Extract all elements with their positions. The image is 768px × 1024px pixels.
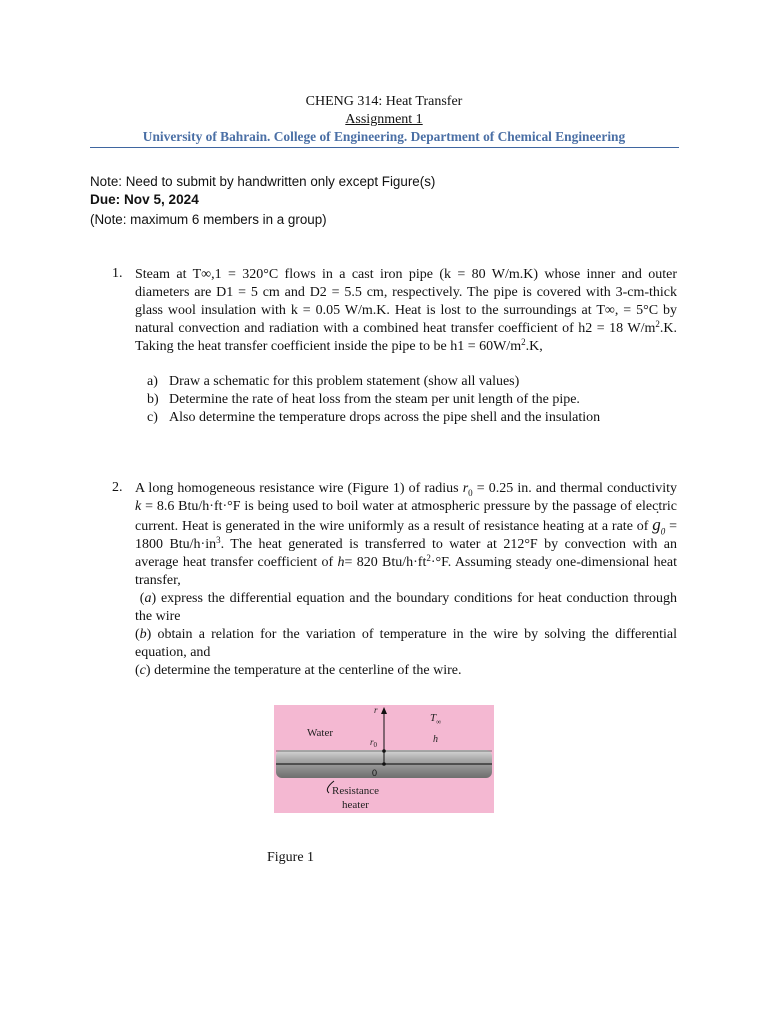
origin-label: 0 [372, 768, 378, 778]
due-date: Due: Nov 5, 2024 [90, 192, 199, 207]
question-2-text: A long homogeneous resistance wire (Figure 1) of radius $r_0 = 0.25$ in. and thermal conductivity k = 8.6 Btu/h·ft·°F is being used to boil water at atmospheric pressure by the passage of electric current. Heat is generated in the wire uniformly as a result of resistance heating at a rate of · $g_0 = 1800$ Btu/$h\cdot in^3$. The heat generated is transferred to water at 212°F by convection with an average heat transfer coefficient of h= 820 Btu/$h\cdot ft^2\cdot^\circ F$. Assuming steady one-dimensional heat transfer, (a) express the differential equation and the boundary conditions for heat conduction through the wire (b) obtain a relation for the variation of temperature in the wire by solving the differential equation, and (c) determine the temperature at the centerline of the wire. [135, 480, 677, 680]
heater-label-line2: heater [342, 799, 369, 811]
assignment-title: Assignment 1 [345, 112, 423, 127]
department-line: University of Bahrain. College of Engineering. Department of Chemical Engineering [142, 129, 626, 144]
t-infinity-label: $T_\infty$ [430, 712, 442, 726]
question-2-number: 2. [112, 480, 123, 495]
question-2-part-a: (a) express the differential equation and the boundary conditions for heat conduction through the wire [135, 591, 678, 624]
question-1-number: 1. [112, 266, 123, 281]
r-axis-label: r [374, 705, 378, 715]
question-1-part-a: a) Draw a schematic for this problem statement (show all values) [147, 374, 520, 389]
header-divider [90, 147, 679, 148]
question-1-part-b: b) Determine the rate of heat loss from the steam per unit length of the pipe. [147, 392, 580, 407]
figure-caption: Figure 1 [267, 850, 315, 865]
h-label: h [433, 734, 438, 745]
g-dot-symbol: · $g_0$ [652, 516, 665, 534]
question-1-text: Steam at T∞,1 = 320°C flows in a cast iron pipe (k = 80 W/m.K) whose inner and outer diameters are D1 = 5 cm and D2 = 5.5 cm, respectively. The pipe is covered with 3-cm-thick glass wool insulation with k = 0.05 W/m.K. Heat is lost to the surroundings at T∞, = 5°C by natural convection and radiation with a combined heat transfer coefficient of h2 = 18 $W/m^2.K$. Taking the heat transfer coefficient inside the pipe to be $h1 = 60W/m^2.K$, [135, 267, 677, 354]
question-2-part-b: (b) obtain a relation for the variation of temperature in the wire by solving the differential equation, and [135, 627, 677, 660]
figure-1-resistance-wire [274, 705, 494, 813]
course-title: CHENG 314: Heat Transfer [305, 94, 463, 109]
submission-note: Note: Need to submit by handwritten only except Figure(s) [90, 174, 436, 189]
question-1-part-c: c) Also determine the temperature drops across the pipe shell and the insulation [147, 410, 601, 425]
group-note: (Note: maximum 6 members in a group) [90, 212, 327, 227]
question-2-part-c: (c) determine the temperature at the centerline of the wire. [135, 663, 462, 678]
r0-label: $r_0$ [370, 737, 378, 749]
water-label: Water [307, 727, 333, 739]
heater-label-line1: Resistance [332, 785, 380, 797]
